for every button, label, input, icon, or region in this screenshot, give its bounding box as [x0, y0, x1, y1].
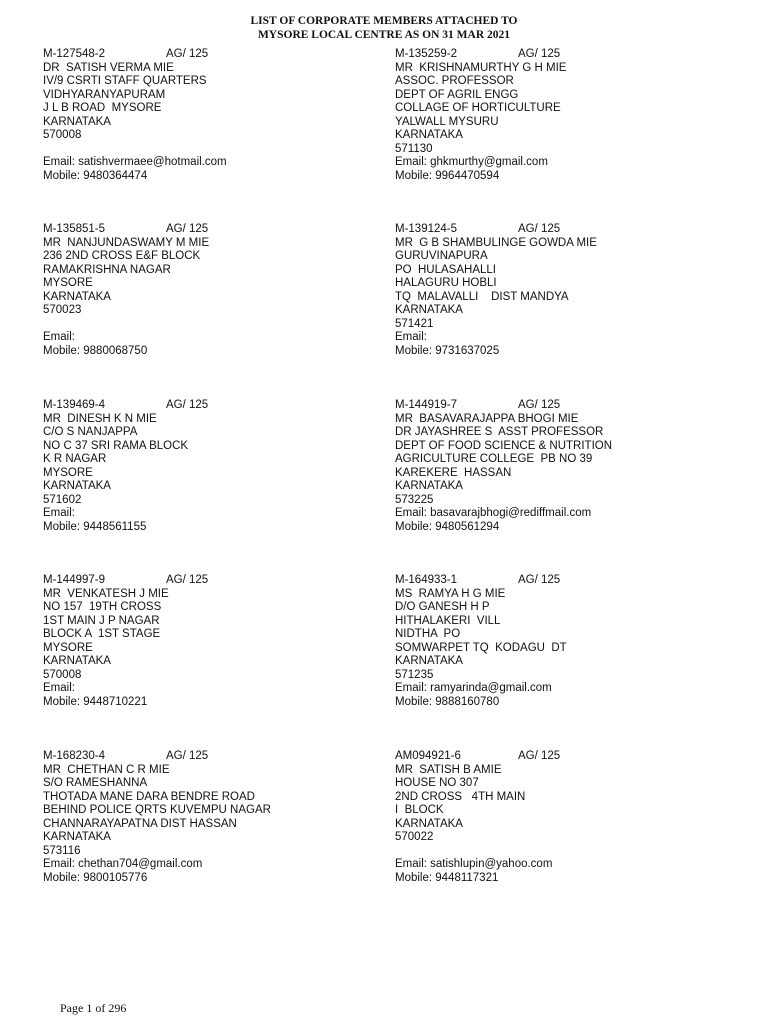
- membership-number: M-135851-5: [43, 223, 106, 235]
- address-line: 1ST MAIN J P NAGAR: [43, 614, 160, 627]
- address-line: THOTADA MANE DARA BENDRE ROAD: [43, 790, 255, 803]
- address-line: KARNATAKA: [395, 817, 463, 830]
- address-line: 573225: [395, 493, 434, 506]
- address-line: AGRICULTURE COLLEGE PB NO 39: [395, 453, 593, 465]
- address-line: KARNATAKA: [43, 290, 111, 303]
- address-line: NIDTHA PO: [395, 628, 461, 640]
- member-name: MR BASAVARAJAPPA BHOGI MIE: [395, 412, 579, 425]
- address-line: DEPT OF AGRIL ENGG: [395, 88, 519, 101]
- address-line: ASSOC. PROFESSOR: [395, 75, 514, 87]
- member-name: MR G B SHAMBULINGE GOWDA MIE: [395, 236, 597, 249]
- address-line: CHANNARAYAPATNA DIST HASSAN: [43, 817, 237, 830]
- address-line: C/O S NANJAPPA: [43, 426, 138, 438]
- member-header-row: [395, 750, 735, 764]
- title-line-1: LIST OF CORPORATE MEMBERS ATTACHED TO: [250, 15, 518, 27]
- address-line: BLOCK A 1ST STAGE: [43, 628, 161, 640]
- mobile-line: Mobile: 9480364474: [43, 169, 148, 182]
- address-line: 570023: [43, 304, 82, 316]
- ag-code: AG/ 125: [166, 223, 209, 235]
- member-name: MS RAMYA H G MIE: [395, 587, 506, 600]
- mobile-line: Mobile: 9448117321: [395, 871, 499, 884]
- address-line: RAMAKRISHNA NAGAR: [43, 263, 171, 276]
- blank-line: [43, 318, 383, 332]
- member-header-row: [43, 750, 383, 764]
- membership-number: M-144919-7: [395, 399, 458, 411]
- address-line: 573116: [43, 844, 81, 857]
- membership-number: M-135259-2: [395, 48, 458, 60]
- address-line: K R NAGAR: [43, 453, 107, 465]
- address-line: 2ND CROSS 4TH MAIN: [395, 790, 526, 803]
- email-line: Email: ramyarinda@gmail.com: [395, 682, 552, 694]
- mobile-line: Mobile: 9448561155: [43, 520, 147, 533]
- address-line: DR JAYASHREE S ASST PROFESSOR: [395, 426, 604, 438]
- address-line: KARNATAKA: [395, 480, 463, 492]
- member-entry: [395, 399, 735, 534]
- ag-code: AG/ 125: [518, 399, 561, 411]
- address-line: MYSORE: [43, 466, 93, 479]
- member-entry: [43, 399, 383, 534]
- address-line: 571421: [395, 317, 434, 330]
- address-line: BEHIND POLICE QRTS KUVEMPU NAGAR: [43, 804, 271, 816]
- member-name: MR VENKATESH J MIE: [43, 587, 169, 600]
- address-line: 571602: [43, 493, 82, 506]
- address-line: 236 2ND CROSS E&F BLOCK: [43, 250, 201, 262]
- address-line: TQ MALAVALLI DIST MANDYA: [395, 290, 569, 303]
- address-line: 570008: [43, 129, 82, 141]
- address-line: 570008: [43, 668, 82, 681]
- address-line: 570022: [395, 831, 434, 843]
- member-entry: [395, 223, 735, 358]
- mobile-line: Mobile: 9888160780: [395, 695, 500, 708]
- email-line: Email:: [43, 331, 75, 343]
- address-line: DEPT OF FOOD SCIENCE & NUTRITION: [395, 439, 613, 452]
- member-name: MR KRISHNAMURTHY G H MIE: [395, 61, 567, 74]
- address-line: D/O GANESH H P: [395, 601, 490, 613]
- address-line: VIDHYARANYAPURAM: [43, 88, 166, 101]
- address-line: MYSORE: [43, 277, 93, 289]
- address-line: 571235: [395, 668, 434, 681]
- address-line: KARNATAKA: [43, 480, 111, 492]
- email-line: Email: basavarajbhogi@rediffmail.com: [395, 507, 592, 519]
- address-line: KARNATAKA: [395, 129, 463, 141]
- page-number: Page 1 of 296: [60, 1001, 127, 1015]
- ag-code: AG/ 125: [166, 574, 209, 586]
- address-line: IV/9 CSRTI STAFF QUARTERS: [43, 75, 207, 87]
- member-header-row: [395, 399, 735, 413]
- member-header-row: [395, 223, 735, 237]
- email-line: Email: chethan704@gmail.com: [43, 858, 203, 870]
- address-line: PO HULASAHALLI: [395, 263, 496, 276]
- email-line: Email:: [395, 331, 427, 343]
- address-line: KARNATAKA: [43, 655, 111, 667]
- membership-number: M-144997-9: [43, 574, 106, 586]
- ag-code: AG/ 125: [518, 574, 561, 586]
- ag-code: AG/ 125: [166, 750, 209, 762]
- membership-number: M-139469-4: [43, 399, 106, 411]
- member-name: MR CHETHAN C R MIE: [43, 763, 170, 776]
- address-line: KARNATAKA: [43, 115, 111, 128]
- member-name: DR SATISH VERMA MIE: [43, 61, 174, 74]
- member-header-row: [43, 48, 383, 62]
- address-line: KARNATAKA: [395, 655, 463, 667]
- address-line: HOUSE NO 307: [395, 777, 479, 789]
- member-header-row: [43, 574, 383, 588]
- member-entry: [43, 223, 383, 358]
- address-line: NO C 37 SRI RAMA BLOCK: [43, 439, 189, 452]
- membership-number: M-127548-2: [43, 48, 106, 60]
- member-entry: [395, 48, 735, 183]
- member-entry: [395, 574, 735, 709]
- mobile-line: Mobile: 9880068750: [43, 344, 148, 357]
- member-entry: [43, 48, 383, 183]
- address-line: J L B ROAD MYSORE: [43, 102, 162, 114]
- address-line: 571130: [395, 142, 433, 155]
- ag-code: AG/ 125: [518, 223, 561, 235]
- member-name: MR NANJUNDASWAMY M MIE: [43, 236, 210, 249]
- mobile-line: Mobile: 9964470594: [395, 169, 500, 182]
- member-header-row: [43, 399, 383, 413]
- ag-code: AG/ 125: [518, 750, 561, 762]
- address-line: I BLOCK: [395, 804, 444, 816]
- ag-code: AG/ 125: [518, 48, 561, 60]
- address-line: MYSORE: [43, 641, 93, 654]
- mobile-line: Mobile: 9731637025: [395, 344, 500, 357]
- email-line: Email:: [43, 507, 75, 519]
- address-line: KARNATAKA: [43, 831, 111, 843]
- email-line: Email: satishvermaee@hotmail.com: [43, 156, 227, 168]
- member-entry: [395, 750, 735, 885]
- title-line-2: MYSORE LOCAL CENTRE AS ON 31 MAR 2021: [257, 29, 511, 41]
- address-line: COLLAGE OF HORTICULTURE: [395, 102, 561, 114]
- member-header-row: [395, 48, 735, 62]
- blank-line: [395, 845, 735, 859]
- address-line: HITHALAKERI VILL: [395, 614, 501, 627]
- address-line: SOMWARPET TQ KODAGU DT: [395, 641, 567, 654]
- membership-number: M-168230-4: [43, 750, 106, 762]
- membership-number: M-139124-5: [395, 223, 458, 235]
- member-name: MR SATISH B AMIE: [395, 763, 502, 776]
- member-name: MR DINESH K N MIE: [43, 412, 157, 425]
- blank-line: [43, 143, 383, 157]
- address-line: HALAGURU HOBLI: [395, 277, 497, 289]
- member-entry: [43, 750, 383, 885]
- member-entry: [43, 574, 383, 709]
- mobile-line: Mobile: 9800105776: [43, 871, 148, 884]
- address-line: GURUVINAPURA: [395, 250, 488, 262]
- mobile-line: Mobile: 9448710221: [43, 695, 148, 708]
- mobile-line: Mobile: 9480561294: [395, 520, 500, 533]
- membership-number: M-164933-1: [395, 574, 458, 586]
- address-line: KARNATAKA: [395, 304, 463, 316]
- address-line: YALWALL MYSURU: [395, 115, 499, 128]
- ag-code: AG/ 125: [166, 399, 209, 411]
- address-line: KAREKERE HASSAN: [395, 466, 512, 479]
- ag-code: AG/ 125: [166, 48, 209, 60]
- address-line: NO 157 19TH CROSS: [43, 601, 162, 613]
- member-header-row: [43, 223, 383, 237]
- email-line: Email: satishlupin@yahoo.com: [395, 858, 553, 870]
- email-line: Email:: [43, 682, 75, 694]
- email-line: Email: ghkmurthy@gmail.com: [395, 156, 548, 168]
- member-header-row: [395, 574, 735, 588]
- document-title: [0, 14, 768, 42]
- membership-number: AM094921-6: [395, 750, 461, 762]
- address-line: S/O RAMESHANNA: [43, 777, 148, 789]
